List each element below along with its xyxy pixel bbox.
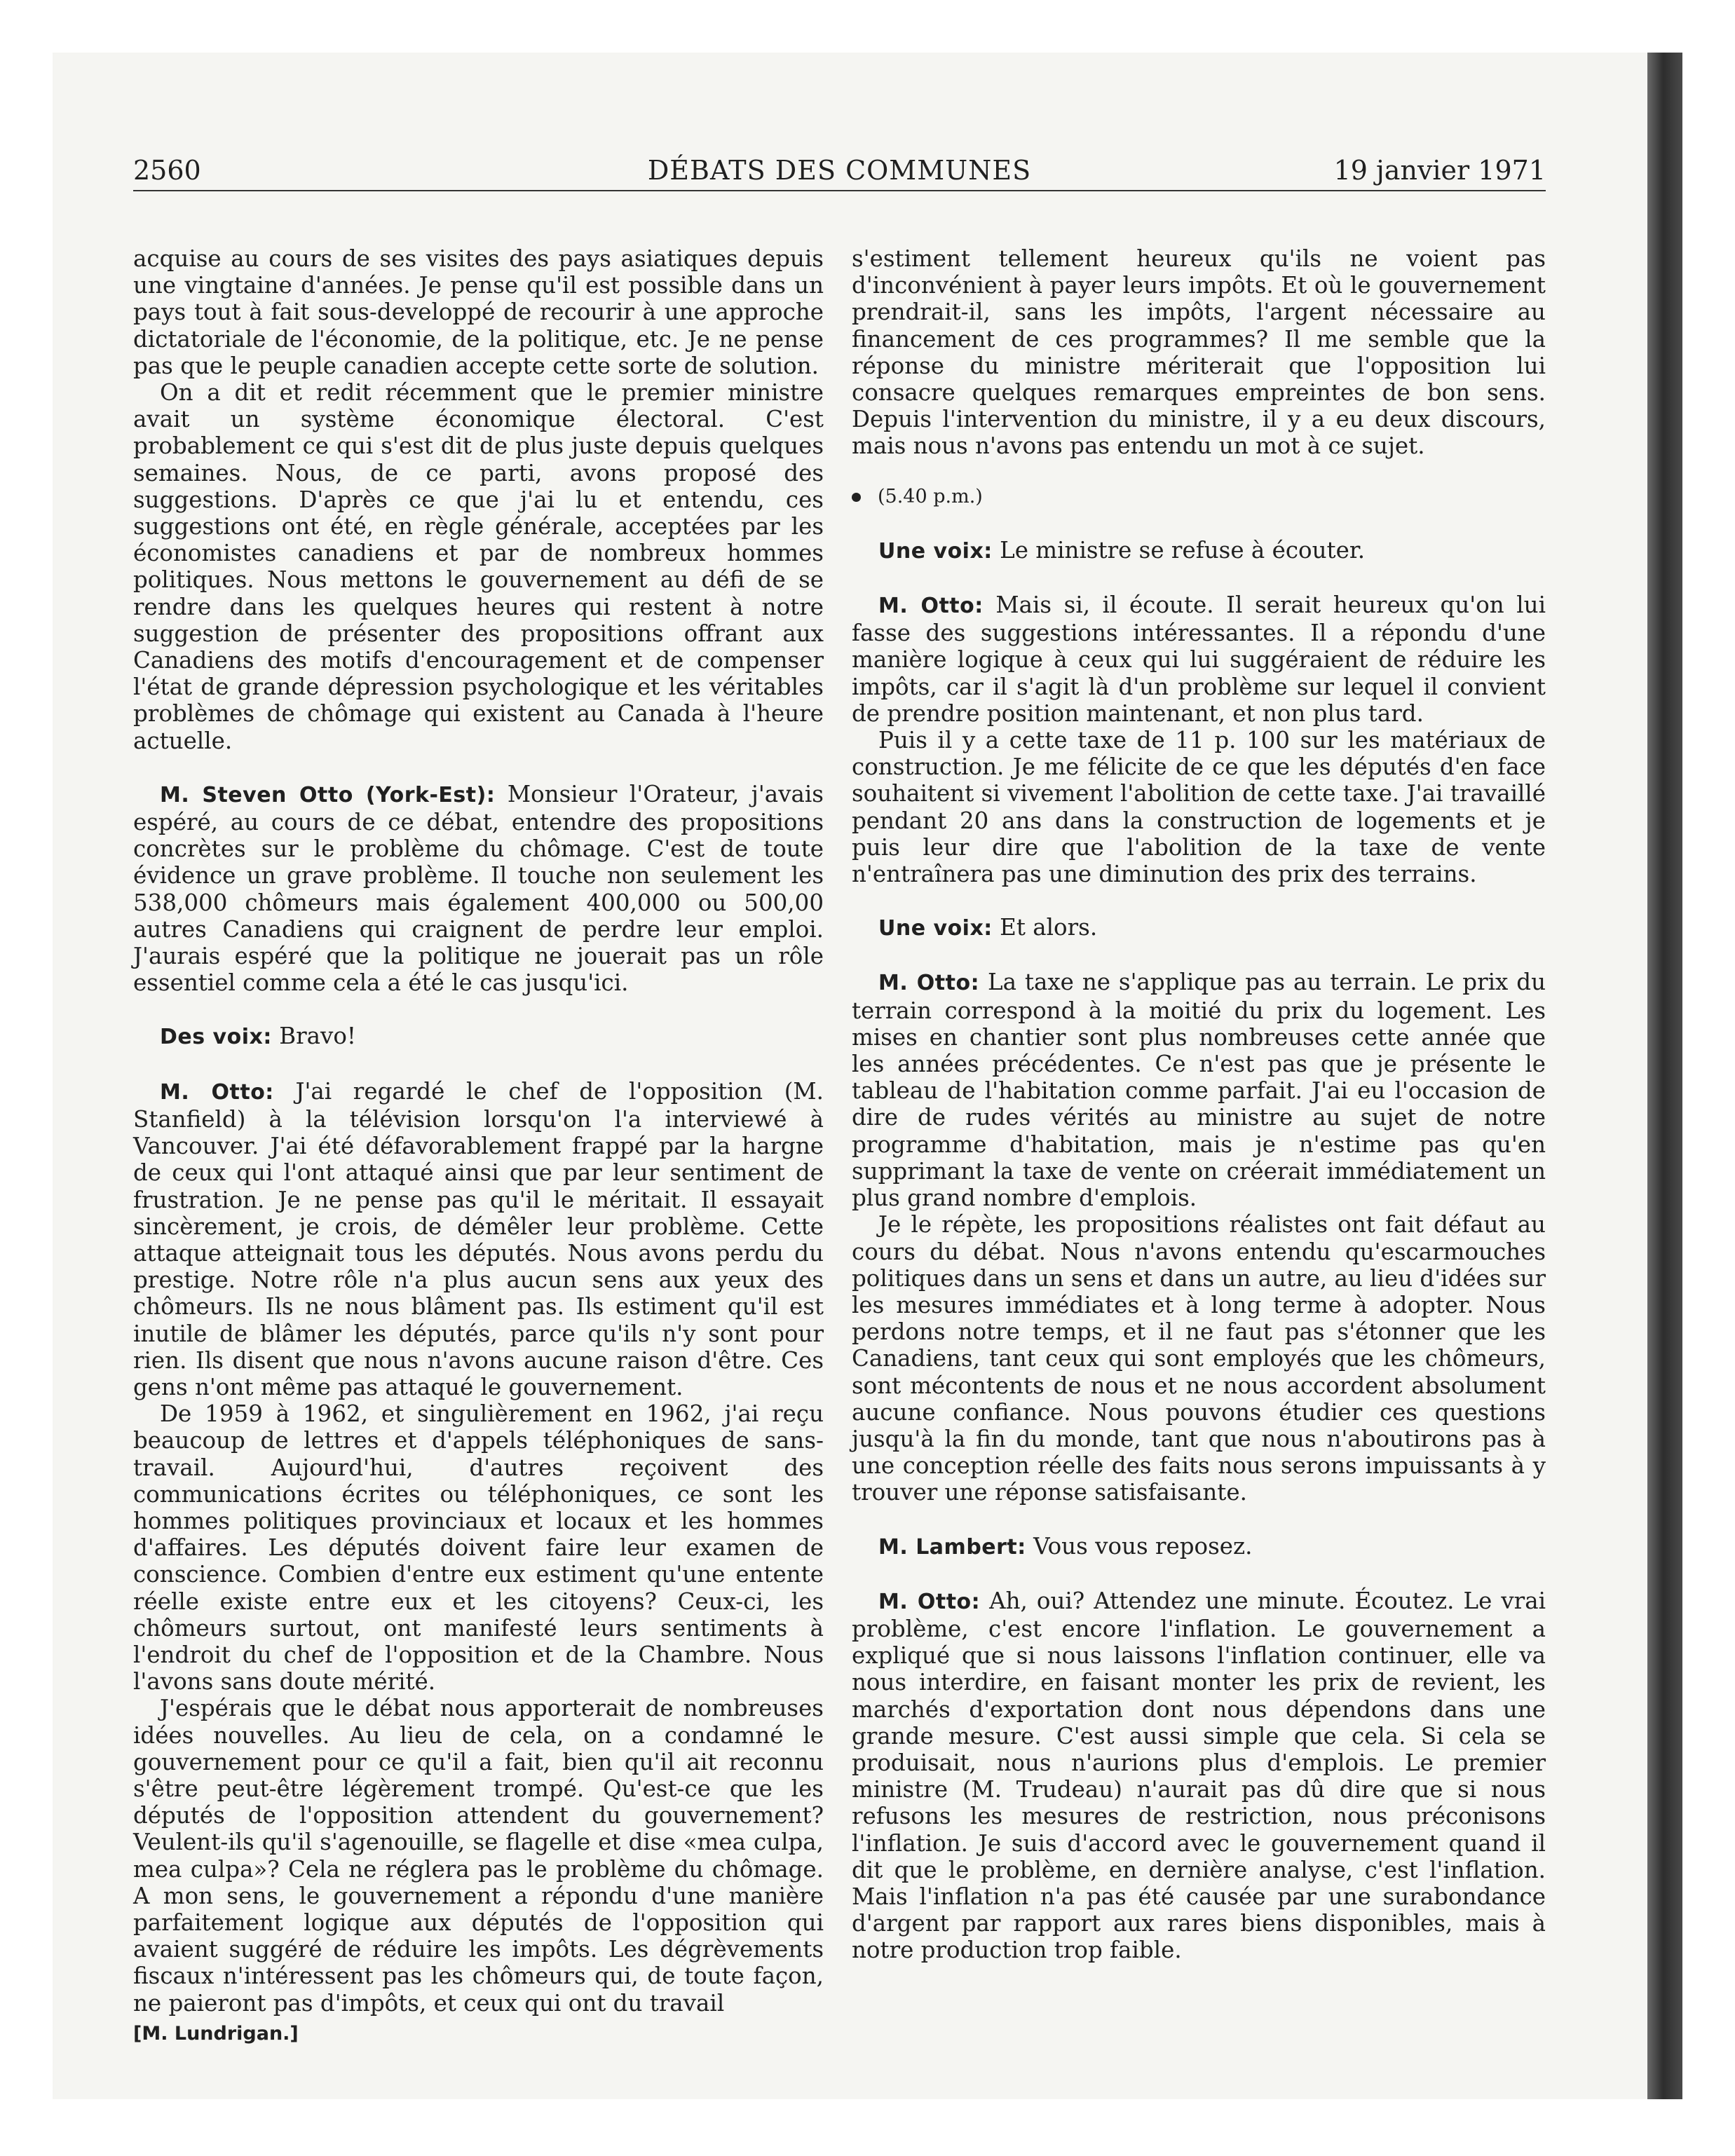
speaker-name: M. Otto: bbox=[878, 594, 984, 619]
left-column bbox=[133, 245, 824, 2047]
attribution: [M. Lundrigan.] bbox=[133, 2022, 299, 2045]
speech-paragraph: M. Steven Otto (York-Est): Monsieur l'Orateur, j'avais espéré, au cours de ce débat, entendre des propositions concrètes sur le problème du chômage. C'est de toute évidence un grave problème. Il touche non seulement les 538,000 chômeurs mais également 400,000 ou 500,00 autres Canadiens qui craignent de perdre leur emploi. J'aurais espéré que la politique ne jouerait pas un rôle essentiel comme cela a été le cas jusqu'ici. bbox=[133, 780, 824, 997]
speaker-name: M. Otto: bbox=[160, 1079, 274, 1105]
paragraph: On a dit et redit récemment que le premier ministre avait un système économique électoral. C'est probablement ce qui s'est dit de plus juste depuis quelques semaines. Nous, de ce parti, avons proposé des suggestions. D'après ce que j'ai lu et entendu, ces suggestions ont été, en règle générale, acceptées par les économistes canadiens et par de nombreux hommes politiques. Nous mettons le gouvernement au défi de se rendre dans les quelques heures qui restent à notre suggestion de présenter des propositions offrant aux Canadiens des motifs d'encouragement et de compenser l'état de grande dépression psychologique et les véritables problèmes de chômage qui existent au Canada à l'heure actuelle. bbox=[133, 379, 824, 754]
issue-date: 19 janvier 1971 bbox=[1333, 155, 1546, 186]
speaker-name: M. Lambert: bbox=[878, 1534, 1026, 1560]
page-header bbox=[133, 151, 1546, 191]
binding-edge bbox=[1647, 53, 1682, 2099]
paragraph: Puis il y a cette taxe de 11 p. 100 sur les matériaux de construction. Je me félicite de ce que les députés d'en face souhaitent si vivement l'abolition de cette taxe. J'ai travaillé pendant 20 ans dans la construction de logements et je puis leur dire que l'abolition de la taxe de vente n'entraînera pas une diminution des prix des terrains. bbox=[852, 727, 1546, 888]
paragraph: Je le répète, les propositions réalistes ont fait défaut au cours du débat. Nous n'avons entendu qu'escarmouches politiques dans un sens et dans un autre, au lieu d'idées sur les mesures immédiates et à long terme à adopter. Nous perdons notre temps, et il ne faut pas s'étonner que les Canadiens, tant ceux qui sont employés que les chômeurs, sont mécontents de nous et ne nous accordent absolument aucune confiance. Nous pouvons étudier ces questions jusqu'à la fin du monde, tant que nous n'aboutirons pas à une conception réelle des faits nous serons impuissants à y trouver une réponse satisfaisante. bbox=[852, 1211, 1546, 1506]
page-number: 2560 bbox=[133, 155, 201, 186]
paragraph: J'espérais que le débat nous apporterait de nombreuses idées nouvelles. Au lieu de cela, on a condamné le gouvernement pour ce qu'il a fait, bien qu'il ait reconnu s'être peut-être légèrement trompé. Qu'est-ce que les députés de l'opposition attendent du gouvernement? Veulent-ils qu'il s'agenouille, se flagelle et dise «mea culpa, mea culpa»? Cela ne réglera pas le problème du chômage. A mon sens, le gouvernement a répondu d'une manière parfaitement logique aux députés de l'opposition qui avaient suggéré de réduire les impôts. Les dégrèvements fiscaux n'intéressent pas les chômeurs qui, de toute façon, ne paieront pas d'impôts, et ceux qui ont du travail bbox=[133, 1695, 824, 2017]
speech-paragraph: M. Otto: J'ai regardé le chef de l'opposition (M. Stanfield) à la télévision lorsqu'on l'a interviewé à Vancouver. J'ai été défavorablement frappé par la hargne de ceux qui l'ont attaqué ainsi que par leur sentiment de frustration. Je ne pense pas qu'il le méritait. Il essayait sincèrement, je crois, de démêler leur problème. Cette attaque atteignait tous les députés. Nous avons perdu du prestige. Notre rôle n'a plus aucun sens aux yeux des chômeurs. Ils ne nous blâment pas. Ils estiment qu'il est inutile de blâmer les députés, parce qu'ils n'y sont pour rien. Ils disent que nous n'avons aucune raison d'être. Ces gens n'ont même pas attaqué le gouvernement. bbox=[133, 1077, 824, 1400]
publication-title: DÉBATS DES COMMUNES bbox=[647, 155, 1032, 186]
timestamp: (5.40 p.m.) bbox=[852, 484, 1546, 510]
bullet-icon bbox=[852, 493, 861, 502]
speaker-name: M. Otto: bbox=[878, 1589, 981, 1614]
speaker-name: Une voix: bbox=[878, 538, 993, 564]
speaker-name: Des voix: bbox=[160, 1025, 272, 1050]
paragraph: s'estiment tellement heureux qu'ils ne voient pas d'inconvénient à payer leurs impôts. Et où le gouvernement prendrait-il, sans les impôts, l'argent nécessaire au financement de ces programmes? Il me semble que la réponse du ministre mériterait que l'opposition lui consacre quelques remarques empreintes de bon sens. Depuis l'intervention du ministre, il y a eu deux discours, mais nous n'avons pas entendu un mot à ce sujet. bbox=[852, 245, 1546, 460]
speaker-name: Une voix: bbox=[878, 916, 993, 941]
speech-paragraph: M. Otto: Mais si, il écoute. Il serait heureux qu'on lui fasse des suggestions intéressantes. Il a répondu d'une manière logique à ceux qui lui suggéraient de réduire les impôts, car il s'agit là d'un problème sur lequel il convient de prendre position maintenant, et non plus tard. bbox=[852, 592, 1546, 727]
speech-paragraph: Une voix: Le ministre se refuse à écouter. bbox=[878, 536, 1366, 564]
speech-paragraph: Une voix: Et alors. bbox=[878, 914, 1098, 941]
right-column bbox=[852, 245, 1546, 1964]
speaker-name: M. Otto: bbox=[878, 971, 980, 996]
paragraph: De 1959 à 1962, et singulièrement en 1962, j'ai reçu beaucoup de lettres et d'appels téléphoniques de sans-travail. Aujourd'hui, d'autres reçoivent des communications écrites ou téléphoniques, ce sont les hommes politiques provinciaux et locaux et les hommes d'affaires. Les députés doivent faire leur examen de conscience. Combien d'entre eux estiment qu'une entente réelle existe entre eux et les citoyens? Ceux-ci, les chômeurs surtout, ont manifesté leurs sentiments à l'endroit du chef de l'opposition et de la Chambre. Nous l'avons sans doute mérité. bbox=[133, 1400, 824, 1696]
speech-paragraph: Des voix: Bravo! bbox=[160, 1023, 356, 1050]
speech-paragraph: M. Lambert: Vous vous reposez. bbox=[878, 1532, 1253, 1560]
paragraph: acquise au cours de ses visites des pays asiatiques depuis une vingtaine d'années. Je pense qu'il est possible dans un pays tout à fait sous-developpé de recourir à une approche dictatoriale de l'économie, de la politique, etc. Je ne pense pas que le peuple canadien accepte cette sorte de solution. bbox=[133, 245, 824, 379]
speaker-name: M. Steven Otto (York-Est): bbox=[160, 782, 496, 807]
speech-paragraph: M. Otto: La taxe ne s'applique pas au terrain. Le prix du terrain correspond à la moitié du prix du logement. Les mises en chantier sont plus nombreuses cette année que les années précédentes. Ce n'est pas que je présente le tableau de l'habitation comme parfait. J'ai eu l'occasion de dire de rudes vérités au ministre au sujet de notre programme d'habitation, mais je n'estime pas qu'en supprimant la taxe de vente on créerait immédiatement un plus grand nombre d'emplois. bbox=[852, 969, 1546, 1212]
speech-paragraph: M. Otto: Ah, oui? Attendez une minute. Écoutez. Le vrai problème, c'est encore l'inflation. Le gouvernement a expliqué que si nous laissons l'inflation continuer, elle va nous interdire, en faisant monter les prix de revient, les marchés d'exportation dont nous dépendons dans une grande mesure. C'est aussi simple que cela. Si cela se produisait, nous n'aurions plus d'emplois. Le premier ministre (M. Trudeau) n'aurait pas dû dire que si nous refusons les mesures de restriction, nous préconisons l'inflation. Je suis d'accord avec le gouvernement quand il dit que le problème, en dernière analyse, c'est l'inflation. Mais l'inflation n'a pas été causée par une surabondance d'argent par rapport aux rares biens disponibles, mais à notre production trop faible. bbox=[852, 1587, 1546, 1964]
